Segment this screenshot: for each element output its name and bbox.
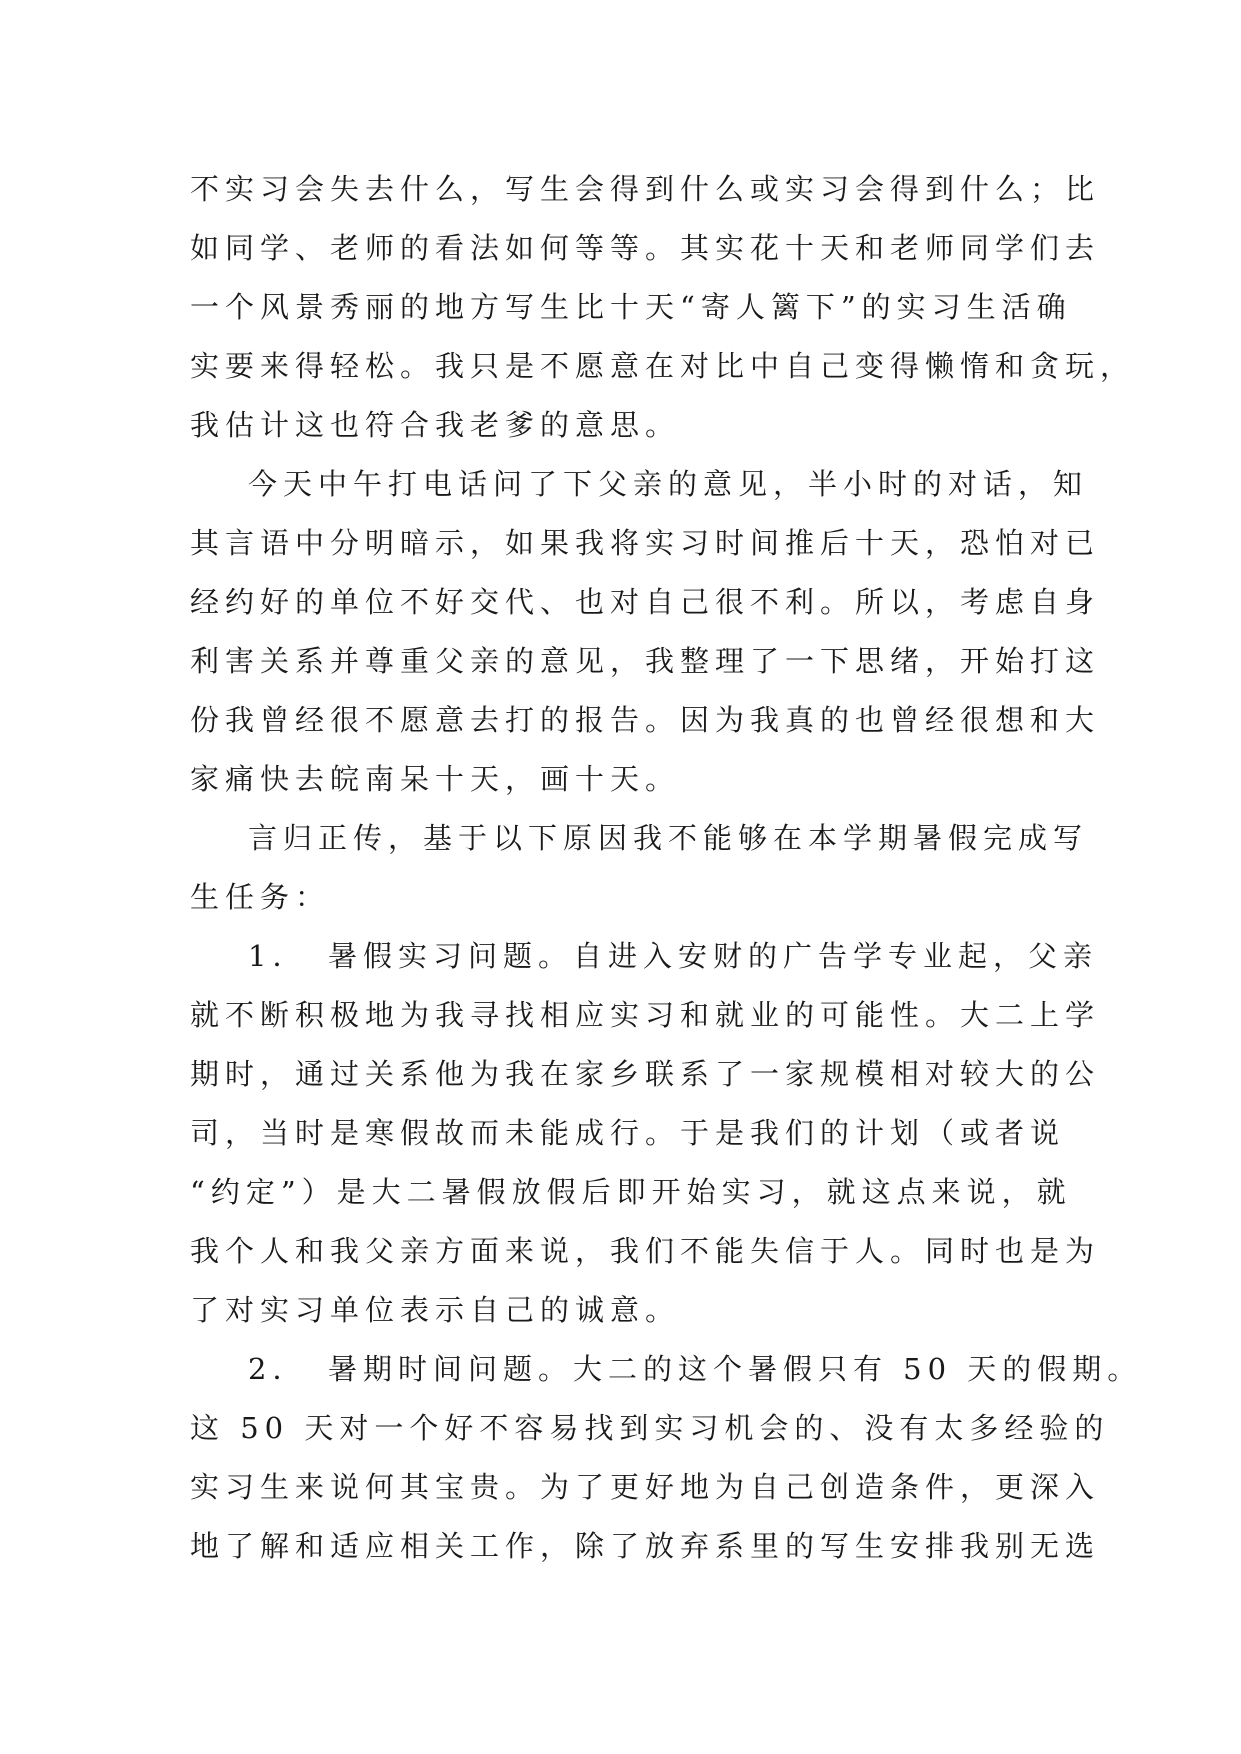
text-line: 期时，通过关系他为我在家乡联系了一家规模相对较大的公: [190, 1057, 1101, 1091]
paragraph-2: [190, 455, 1101, 809]
list-item-2-line: 2． 暑期时间问题。大二的这个暑假只有 50 天的假期。: [248, 1352, 1143, 1386]
text-line: 我个人和我父亲方面来说，我们不能失信于人。同时也是为: [190, 1234, 1101, 1268]
text-line: 司，当时是寒假故而未能成行。于是我们的计划（或者说: [190, 1116, 1066, 1150]
text-line: 这 50 天对一个好不容易找到实习机会的、没有太多经验的: [190, 1411, 1110, 1445]
text-line: 就不断积极地为我寻找相应实习和就业的可能性。大二上学: [190, 998, 1101, 1032]
text-line: 一个风景秀丽的地方写生比十天“寄人篱下”的实习生活确: [190, 290, 1072, 324]
text-line: 经约好的单位不好交代、也对自己很不利。所以，考虑自身: [190, 585, 1101, 619]
text-line: 我估计这也符合我老爹的意思。: [190, 408, 681, 442]
document-body: [190, 160, 1143, 1576]
paragraph-1: [190, 160, 1136, 455]
text-line: 实要来得轻松。我只是不愿意在对比中自己变得懒惰和贪玩，: [190, 349, 1136, 383]
text-line: 生任务：: [190, 880, 331, 914]
text-line: 地了解和适应相关工作，除了放弃系里的写生安排我别无选: [190, 1529, 1101, 1563]
text-line: 不实习会失去什么，写生会得到什么或实习会得到什么；比: [190, 172, 1101, 206]
paragraph-5: [190, 1340, 1143, 1576]
text-line: 家痛快去皖南呆十天，画十天。: [190, 762, 681, 796]
text-line: 份我曾经很不愿意去打的报告。因为我真的也曾经很想和大: [190, 703, 1101, 737]
text-line: 如同学、老师的看法如何等等。其实花十天和老师同学们去: [190, 231, 1101, 265]
text-line: 今天中午打电话问了下父亲的意见，半小时的对话，知: [248, 467, 1089, 501]
text-line: 了对实习单位表示自己的诚意。: [190, 1293, 681, 1327]
text-line: 实习生来说何其宝贵。为了更好地为自己创造条件，更深入: [190, 1470, 1101, 1504]
list-item-1-line: 1． 暑假实习问题。自进入安财的广告学专业起，父亲: [248, 939, 1098, 973]
paragraph-4: [190, 927, 1101, 1340]
text-line: 言归正传，基于以下原因我不能够在本学期暑假完成写: [248, 821, 1089, 855]
text-line: 利害关系并尊重父亲的意见，我整理了一下思绪，开始打这: [190, 644, 1101, 678]
text-line: 其言语中分明暗示，如果我将实习时间推后十天，恐怕对已: [190, 526, 1101, 560]
text-line: “约定”）是大二暑假放假后即开始实习，就这点来说，就: [190, 1175, 1072, 1209]
paragraph-3: [190, 809, 1089, 927]
